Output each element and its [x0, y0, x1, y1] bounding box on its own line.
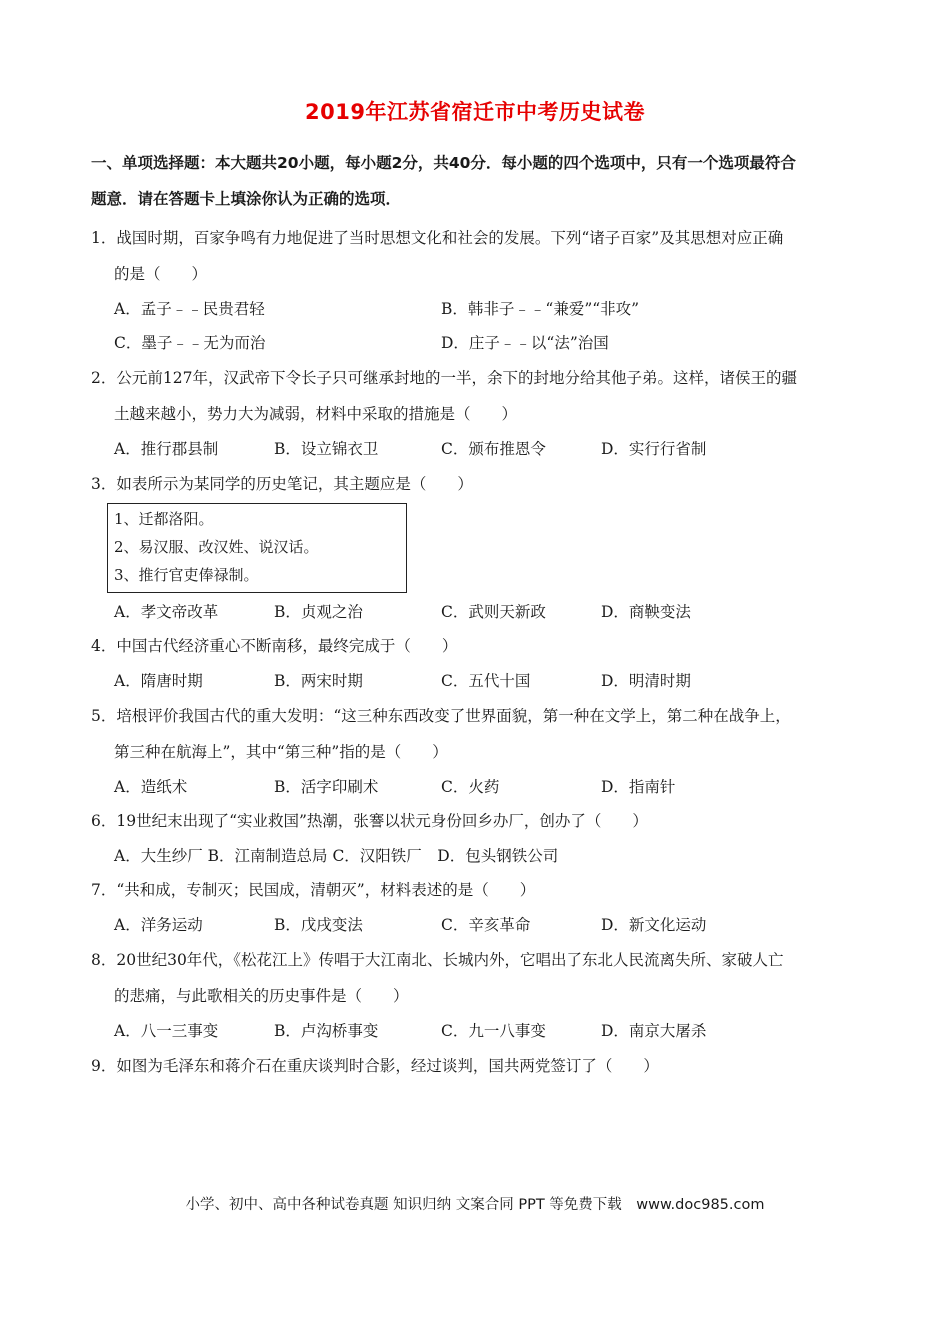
question-4-option-d: D．明清时期 [601, 672, 691, 690]
question-5-text: 5．培根评价我国古代的重大发明：“这三种东西改变了世界面貌，第一种在文学上，第二种在战争上， [91, 707, 791, 725]
question-1-option-a: A．孟子﹣﹣民贵君轻 [114, 300, 265, 318]
question-2-text-cont: 土越来越小，势力大为减弱，材料中采取的措施是（ ） [114, 405, 518, 423]
question-5-option-a: A．造纸术 [114, 778, 188, 796]
question-4-option-c: C．五代十国 [441, 672, 531, 690]
question-7-text: 7．“共和成，专制灭；民国成，清朝灭”，材料表述的是（ ） [91, 881, 536, 899]
question-8-text-cont: 的悲痛，与此歌相关的历史事件是（ ） [114, 987, 409, 1005]
question-7-option-d: D．新文化运动 [601, 916, 707, 934]
question-3-option-c: C．武则天新政 [441, 603, 546, 621]
question-8-option-a: A．八一三事变 [114, 1022, 219, 1040]
section-header-line-1: 一、单项选择题：本大题共20小题，每小题2分，共40分．每小题的四个选项中，只有一个选项最符合 [91, 154, 796, 172]
question-2-option-b: B．设立锦衣卫 [274, 440, 379, 458]
question-9-text: 9．如图为毛泽东和蒋介石在重庆谈判时合影，经过谈判，国共两党签订了（ ） [91, 1057, 659, 1075]
question-2-text: 2．公元前127年，汉武帝下令长子只可继承封地的一半，余下的封地分给其他子弟。这样，诸侯王的疆 [91, 369, 797, 387]
question-7-option-b: B．戊戌变法 [274, 916, 363, 934]
question-2-option-a: A．推行郡县制 [114, 440, 219, 458]
history-notes-table [107, 503, 407, 593]
question-3-option-b: B．贞观之治 [274, 603, 363, 621]
question-4-option-b: B．两宋时期 [274, 672, 363, 690]
question-5-option-c: C．火药 [441, 778, 500, 796]
question-5-option-b: B．活字印刷术 [274, 778, 379, 796]
question-3-option-d: D．商鞅变法 [601, 603, 691, 621]
question-1-text: 1．战国时期，百家争鸣有力地促进了当时思想文化和社会的发展。下列“诸子百家”及其思想对应正确 [91, 229, 784, 247]
question-8-text: 8．20世纪30年代，《松花江上》传唱于大江南北、长城内外，它唱出了东北人民流离失所、家破人亡 [91, 951, 784, 969]
question-5-option-d: D．指南针 [601, 778, 676, 796]
question-2-option-c: C．颁布推恩令 [441, 440, 546, 458]
question-1-option-b: B．韩非子﹣﹣“兼爱”“非攻” [441, 300, 640, 318]
question-5-text-cont: 第三种在航海上”，其中“第三种”指的是（ ） [114, 743, 448, 761]
section-header-line-2: 题意．请在答题卡上填涂你认为正确的选项． [91, 190, 402, 208]
note-line-2: 2、易汉服、改汉姓、说汉话。 [114, 538, 319, 556]
question-1-option-d: D．庄子﹣﹣以“法”治国 [441, 334, 609, 352]
exam-title: 2019年江苏省宿迁市中考历史试卷 [305, 100, 645, 124]
note-line-1: 1、迁都洛阳。 [114, 510, 214, 528]
note-line-3: 3、推行官吏俸禄制。 [114, 566, 259, 584]
page-footer: 小学、初中、高中各种试卷真题 知识归纳 文案合同 PPT 等免费下载 www.doc985.com [185, 1197, 765, 1213]
question-4-text: 4．中国古代经济重心不断南移，最终完成于（ ） [91, 637, 458, 655]
question-7-option-a: A．洋务运动 [114, 916, 203, 934]
question-2-option-d: D．实行行省制 [601, 440, 707, 458]
section-header [91, 145, 871, 217]
question-6-text: 6．19世纪末出现了“实业救国”热潮，张謇以状元身份回乡办厂，创办了（ ） [91, 812, 648, 830]
question-4-option-a: A．隋唐时期 [114, 672, 203, 690]
question-1-text-cont: 的是（ ） [114, 265, 208, 283]
question-8-option-c: C．九一八事变 [441, 1022, 546, 1040]
question-1-option-c: C．墨子﹣﹣无为而治 [114, 334, 266, 352]
question-3-text: 3．如表所示为某同学的历史笔记，其主题应是（ ） [91, 475, 473, 493]
question-8-option-d: D．南京大屠杀 [601, 1022, 707, 1040]
question-7-option-c: C．辛亥革命 [441, 916, 531, 934]
question-8-option-b: B．卢沟桥事变 [274, 1022, 379, 1040]
question-3-option-a: A．孝文帝改革 [114, 603, 219, 621]
question-6-options: A．大生纱厂 B．江南制造总局 C．汉阳铁厂 D．包头钢铁公司 [114, 847, 559, 865]
